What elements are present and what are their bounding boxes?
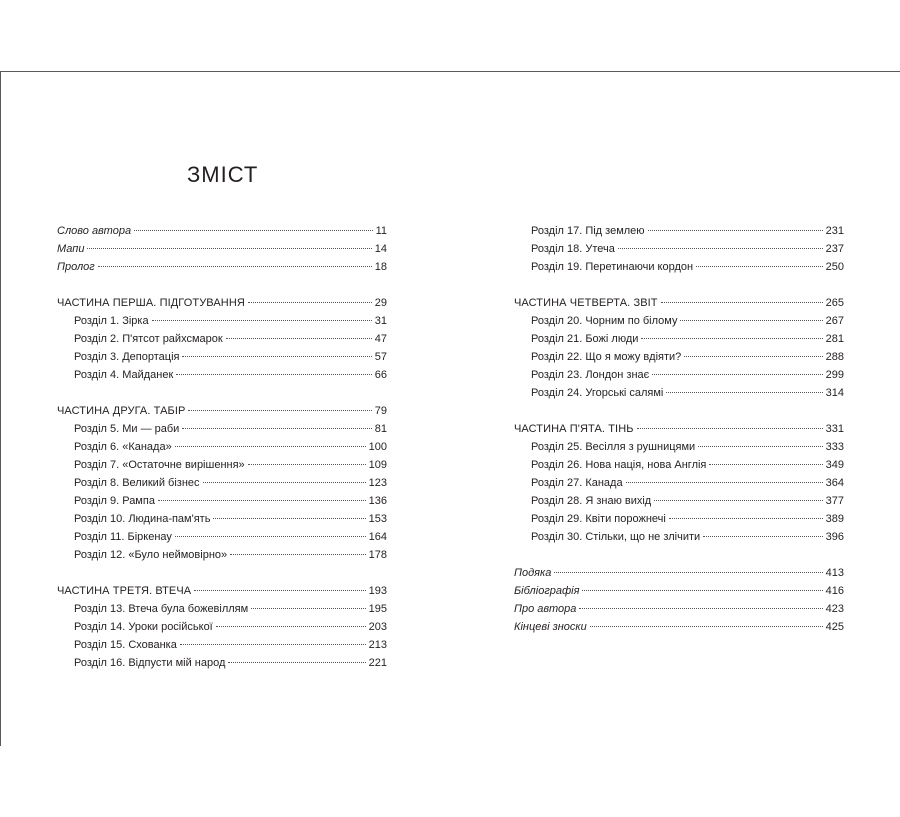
toc-title: Розділ 22. Що я можу вдіяти? (531, 351, 682, 363)
toc-title: Подяка (514, 567, 552, 579)
toc-chapter (74, 348, 387, 366)
page-number: 221 (368, 657, 387, 669)
dot-leader (194, 590, 365, 591)
toc-chapter (531, 366, 844, 384)
page-number: 423 (825, 603, 844, 615)
toc-chapter (531, 384, 844, 402)
dot-leader (248, 302, 372, 303)
toc-title: Розділ 10. Людина-пам'ять (74, 513, 211, 525)
dot-leader (203, 482, 366, 483)
dot-leader (248, 464, 366, 465)
page-number: 14 (374, 243, 387, 255)
page-number: 425 (825, 621, 844, 633)
toc-title: Розділ 9. Рампа (74, 495, 155, 507)
page-number: 109 (368, 459, 387, 471)
toc-chapter (531, 438, 844, 456)
toc-chapter (531, 492, 844, 510)
toc-title: Розділ 15. Схованка (74, 639, 177, 651)
page-number: 153 (368, 513, 387, 525)
page-number: 193 (368, 585, 387, 597)
page-number: 213 (368, 639, 387, 651)
toc-chapter (531, 510, 844, 528)
page-number: 66 (374, 369, 387, 381)
toc-title: Розділ 21. Божі люди (531, 333, 639, 345)
toc-title: Розділ 24. Угорські салямі (531, 387, 664, 399)
toc-title: Пролог (57, 261, 95, 273)
page-number: 195 (368, 603, 387, 615)
toc-title: ЧАСТИНА ТРЕТЯ. ВТЕЧА (57, 585, 192, 597)
toc-title: Розділ 30. Стільки, що не злічити (531, 531, 701, 543)
page-number: 237 (825, 243, 844, 255)
toc-title: ЧАСТИНА ДРУГА. ТАБІР (57, 405, 186, 417)
toc-matter (57, 240, 387, 258)
toc-matter (514, 564, 844, 582)
dot-leader (226, 338, 372, 339)
toc-chapter (74, 636, 387, 654)
dot-leader (134, 230, 373, 231)
toc-chapter (74, 312, 387, 330)
dot-leader (228, 662, 365, 663)
toc-title: Слово автора (57, 225, 132, 237)
page-number: 231 (825, 225, 844, 237)
toc-part (57, 294, 387, 312)
dot-leader (98, 266, 372, 267)
dot-leader (158, 500, 366, 501)
dot-leader (637, 428, 823, 429)
toc-title: Розділ 26. Нова нація, нова Англія (531, 459, 707, 471)
page-number: 413 (825, 567, 844, 579)
toc-title: Розділ 18. Утеча (531, 243, 615, 255)
dot-leader (175, 536, 366, 537)
toc-title: Розділ 6. «Канада» (74, 441, 172, 453)
dot-leader (176, 374, 371, 375)
page-number: 31 (374, 315, 387, 327)
toc-title: Розділ 2. П'ятсот райхсмарок (74, 333, 223, 345)
page-number: 79 (374, 405, 387, 417)
dot-leader (641, 338, 822, 339)
toc-title: Розділ 17. Під землею (531, 225, 645, 237)
toc-title: Розділ 20. Чорним по білому (531, 315, 678, 327)
toc-title: Розділ 4. Майданек (74, 369, 174, 381)
dot-leader (590, 626, 823, 627)
toc-chapter (74, 546, 387, 564)
page-number: 178 (368, 549, 387, 561)
page-number: 281 (825, 333, 844, 345)
toc-chapter (531, 330, 844, 348)
toc-chapter (74, 456, 387, 474)
toc-title: Бібліографія (514, 585, 580, 597)
toc-title: Розділ 19. Перетинаючи кордон (531, 261, 694, 273)
toc-title: ЧАСТИНА ПЕРША. ПІДГОТУВАННЯ (57, 297, 245, 309)
toc-title: Розділ 28. Я знаю вихід (531, 495, 652, 507)
dot-leader (579, 608, 822, 609)
toc-chapter (74, 618, 387, 636)
dot-leader (180, 644, 366, 645)
toc-title: ЧАСТИНА ЧЕТВЕРТА. ЗВІТ (514, 297, 658, 309)
dot-leader (654, 500, 822, 501)
dot-leader (680, 320, 822, 321)
toc-chapter (74, 474, 387, 492)
dot-leader (582, 590, 822, 591)
toc-part (57, 402, 387, 420)
toc-chapter (531, 348, 844, 366)
page-number: 203 (368, 621, 387, 633)
dot-leader (703, 536, 822, 537)
dot-leader (152, 320, 372, 321)
dot-leader (213, 518, 365, 519)
page-number: 136 (368, 495, 387, 507)
toc-title: ЧАСТИНА П'ЯТА. ТІНЬ (514, 423, 634, 435)
page-number: 416 (825, 585, 844, 597)
page-number: 81 (374, 423, 387, 435)
toc-chapter (74, 654, 387, 672)
toc-title: Розділ 23. Лондон знає (531, 369, 650, 381)
page-number: 164 (368, 531, 387, 543)
toc-chapter (531, 240, 844, 258)
toc-title: Розділ 29. Квіти порожнечі (531, 513, 666, 525)
page-number: 47 (374, 333, 387, 345)
toc-matter (57, 222, 387, 240)
toc-title: Мапи (57, 243, 85, 255)
dot-leader (175, 446, 366, 447)
page-number: 11 (375, 225, 387, 237)
dot-leader (666, 392, 822, 393)
toc-title: Розділ 13. Втеча була божевіллям (74, 603, 249, 615)
dot-leader (618, 248, 823, 249)
page-number: 123 (368, 477, 387, 489)
page-number: 288 (825, 351, 844, 363)
dot-leader (648, 230, 823, 231)
dot-leader (182, 356, 371, 357)
toc-title: Розділ 12. «Було неймовірно» (74, 549, 228, 561)
dot-leader (230, 554, 366, 555)
toc-chapter (74, 438, 387, 456)
toc-chapter (74, 528, 387, 546)
toc-chapter (531, 456, 844, 474)
page-number: 364 (825, 477, 844, 489)
page-number: 331 (825, 423, 844, 435)
toc-chapter (531, 474, 844, 492)
page-number: 250 (825, 261, 844, 273)
dot-leader (661, 302, 823, 303)
page-number: 377 (825, 495, 844, 507)
toc-matter (514, 618, 844, 636)
page-number: 333 (825, 441, 844, 453)
toc-chapter (74, 420, 387, 438)
page-number: 18 (374, 261, 387, 273)
dot-leader (698, 446, 822, 447)
toc-title: Розділ 25. Весілля з рушницями (531, 441, 696, 453)
toc-part (514, 420, 844, 438)
page-number: 57 (374, 351, 387, 363)
toc-title: Розділ 8. Великий бізнес (74, 477, 200, 489)
dot-leader (251, 608, 365, 609)
toc-title: Про автора (514, 603, 577, 615)
toc-title: Розділ 1. Зірка (74, 315, 149, 327)
page-number: 100 (368, 441, 387, 453)
toc-title: Розділ 5. Ми — раби (74, 423, 180, 435)
toc-title: Розділ 3. Депортація (74, 351, 180, 363)
toc-chapter (531, 528, 844, 546)
toc-chapter (74, 600, 387, 618)
toc-title: Розділ 14. Уроки російської (74, 621, 213, 633)
dot-leader (626, 482, 823, 483)
toc-part (57, 582, 387, 600)
dot-leader (216, 626, 366, 627)
dot-leader (188, 410, 371, 411)
toc-chapter (531, 258, 844, 276)
toc-chapter (74, 510, 387, 528)
page-number: 349 (825, 459, 844, 471)
page-number: 267 (825, 315, 844, 327)
dot-leader (182, 428, 371, 429)
page-number: 314 (825, 387, 844, 399)
toc-title: Кінцеві зноски (514, 621, 587, 633)
dot-leader (696, 266, 823, 267)
dot-leader (669, 518, 823, 519)
toc-matter (514, 600, 844, 618)
page-number: 396 (825, 531, 844, 543)
page-number: 389 (825, 513, 844, 525)
page-number: 299 (825, 369, 844, 381)
toc-chapter (74, 330, 387, 348)
page-number: 29 (374, 297, 387, 309)
toc-matter (57, 258, 387, 276)
dot-leader (684, 356, 822, 357)
toc-matter (514, 582, 844, 600)
page-number: 265 (825, 297, 844, 309)
toc-chapter (74, 492, 387, 510)
toc-chapter (531, 312, 844, 330)
toc-part (514, 294, 844, 312)
dot-leader (554, 572, 822, 573)
toc-title: Розділ 7. «Остаточне вирішення» (74, 459, 245, 471)
toc-title: Розділ 27. Канада (531, 477, 623, 489)
toc-title: Розділ 11. Біркенау (74, 531, 172, 543)
dot-leader (709, 464, 822, 465)
dot-leader (652, 374, 822, 375)
page-title: ЗМІСТ (187, 162, 259, 187)
dot-leader (87, 248, 371, 249)
toc-chapter (531, 222, 844, 240)
toc-title: Розділ 16. Відпусти мій народ (74, 657, 226, 669)
toc-chapter (74, 366, 387, 384)
